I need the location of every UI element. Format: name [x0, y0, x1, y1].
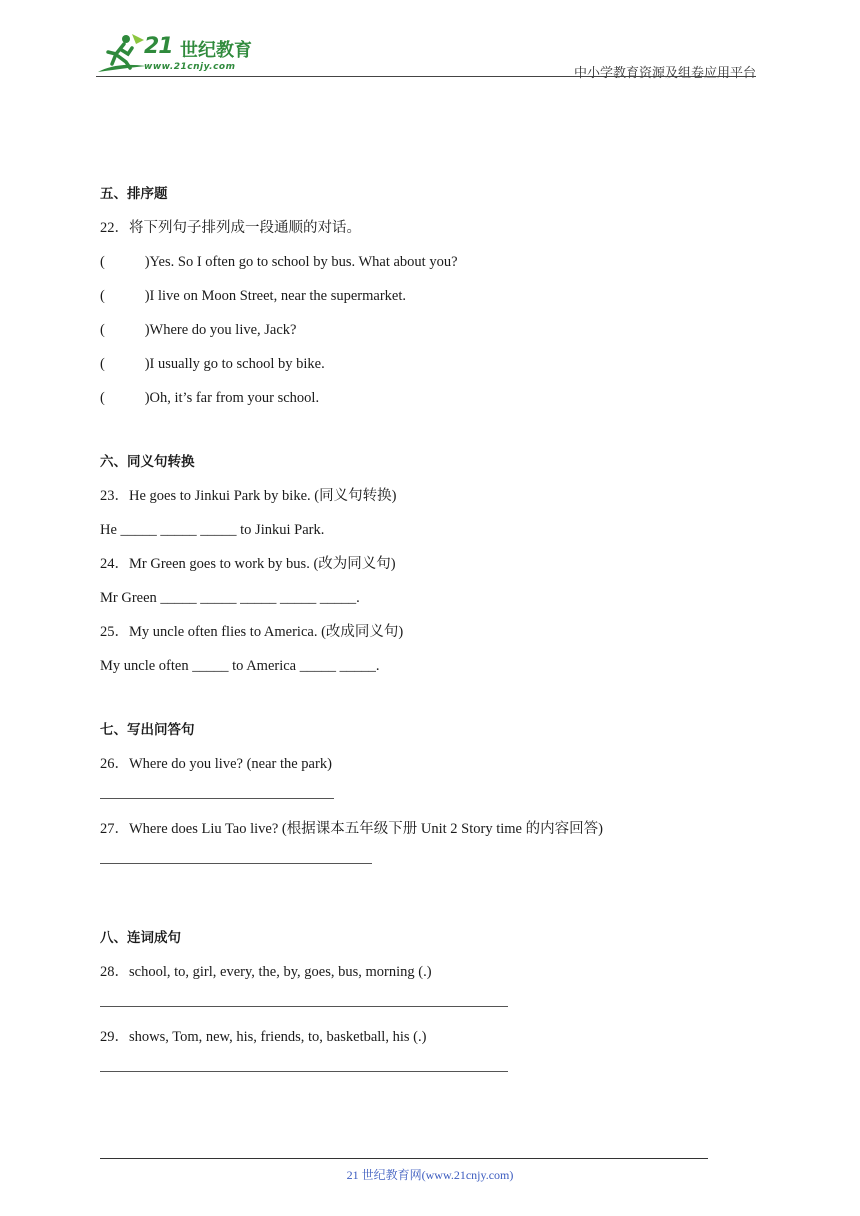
- question-29: 29．shows, Tom, new, his, friends, to, basketball, his (.): [100, 1029, 427, 1045]
- platform-name: 中小学教育资源及组卷应用平台: [573, 65, 756, 80]
- logo-chinese-name: 世纪教育: [180, 40, 252, 61]
- answer-23: He _____ _____ _____ to Jinkui Park.: [100, 522, 325, 538]
- logo-number: 21: [144, 34, 173, 59]
- section-title-ordering: 五、排序题: [100, 186, 168, 202]
- site-logo: [96, 28, 266, 78]
- worksheet-content: [100, 184, 740, 1072]
- answer-line-28: [100, 1006, 508, 1007]
- answer-25: My uncle often _____ to America _____ _____.: [100, 658, 380, 674]
- section-title-qa: 七、写出问答句: [100, 722, 195, 738]
- ordering-item-1: ( )Yes. So I often go to school by bus. What about you?: [100, 254, 458, 270]
- runner-logo-icon: [96, 32, 150, 76]
- section-title-synonym: 六、同义句转换: [100, 454, 195, 470]
- question-26: 26．Where do you live? (near the park): [100, 756, 332, 772]
- page-header: [96, 28, 756, 80]
- question-28: 28．school, to, girl, every, the, by, goes, bus, morning (.): [100, 964, 432, 980]
- question-27: 27．Where does Liu Tao live? (根据课本五年级下册 Unit 2 Story time 的内容回答): [100, 821, 603, 837]
- footer-site-link[interactable]: 21 世纪教育网(www.21cnjy.com): [346, 1168, 514, 1182]
- ordering-item-5: ( )Oh, it’s far from your school.: [100, 390, 320, 406]
- answer-line-29: [100, 1071, 508, 1072]
- ordering-item-3: ( )Where do you live, Jack?: [100, 322, 297, 338]
- header-divider: [96, 76, 756, 77]
- question-23: 23．He goes to Jinkui Park by bike. (同义句转换): [100, 488, 397, 504]
- question-24: 24．Mr Green goes to work by bus. (改为同义句): [100, 556, 396, 572]
- answer-line-26: [100, 798, 334, 799]
- ordering-item-2: ( )I live on Moon Street, near the supermarket.: [100, 288, 407, 304]
- answer-24: Mr Green _____ _____ _____ _____ _____.: [100, 590, 360, 606]
- question-25: 25．My uncle often flies to America. (改成同义句): [100, 624, 404, 640]
- ordering-item-4: ( )I usually go to school by bike.: [100, 356, 325, 372]
- logo-url: www.21cnjy.com: [144, 62, 236, 72]
- question-22: 22．将下列句子排列成一段通顺的对话。: [100, 220, 361, 236]
- section-title-word-order: 八、连词成句: [100, 930, 181, 946]
- footer-divider: [100, 1158, 708, 1159]
